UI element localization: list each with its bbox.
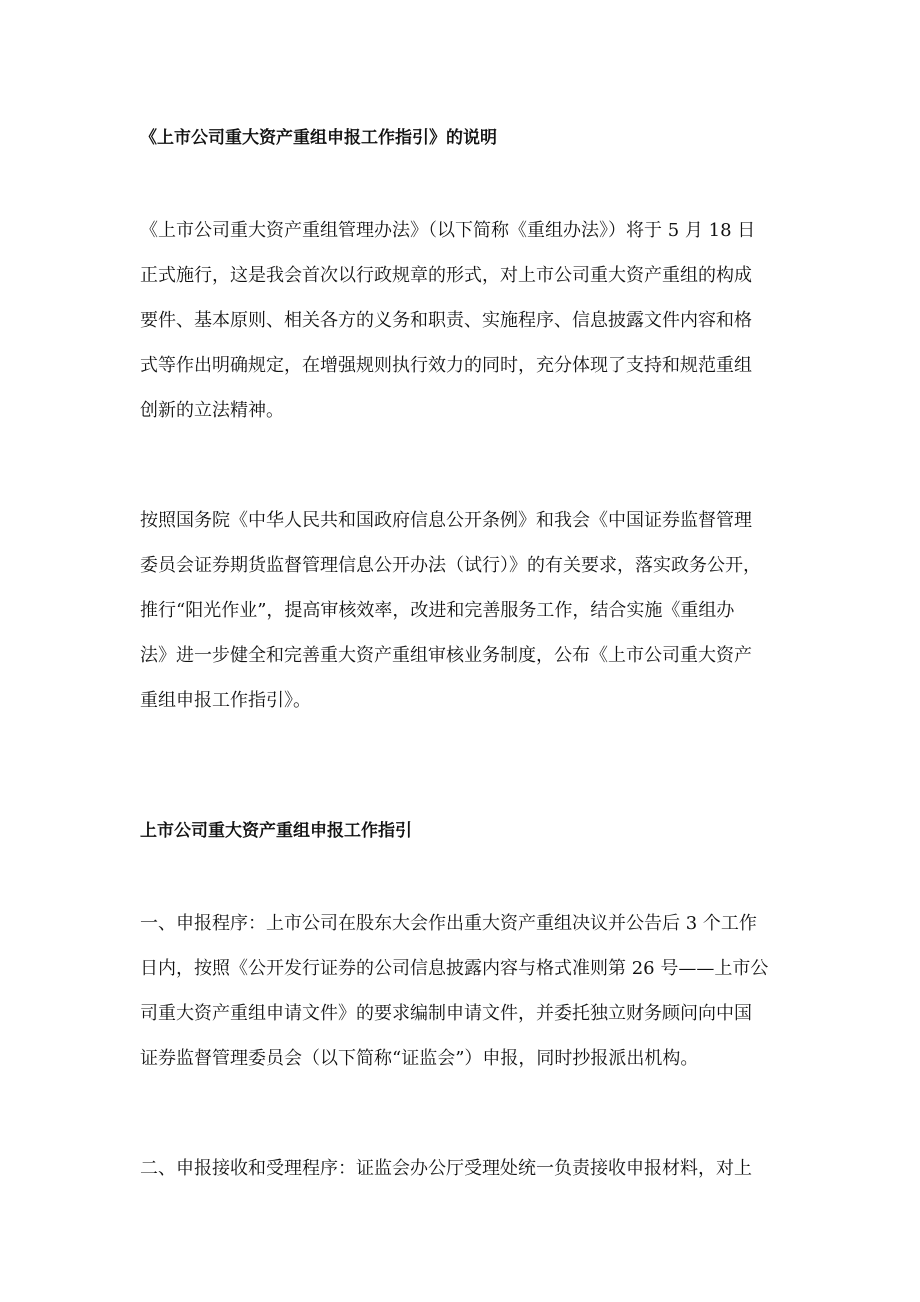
text-line: 日内，按照《公开发行证券的公司信息披露内容与格式准则第 26 号——上市公	[140, 958, 769, 979]
text-line: 一、申报程序：上市公司在股东大会作出重大资产重组决议并公告后 3 个工作	[140, 913, 757, 934]
paragraph-acceptance	[140, 1146, 780, 1191]
paragraph-intro	[140, 208, 780, 433]
text-line: 证券监督管理委员会（以下简称“证监会”）申报，同时抄报派出机构。	[140, 1048, 699, 1069]
text-line: 司重大资产重组申请文件》的要求编制申请文件，并委托独立财务顾问向中国	[140, 1003, 752, 1024]
text-line: 二、申报接收和受理程序：证监会办公厅受理处统一负责接收申报材料，对上	[140, 1158, 752, 1179]
paragraph-procedure	[140, 901, 780, 1081]
text-line: 重组申报工作指引》。	[140, 690, 311, 711]
text-line: 按照国务院《中华人民共和国政府信息公开条例》和我会《中国证券监督管理	[140, 510, 752, 531]
guide-title: 上市公司重大资产重组申报工作指引	[140, 821, 412, 841]
text-line: 创新的立法精神。	[140, 400, 284, 421]
explanation-title: 《上市公司重大资产重组申报工作指引》的说明	[140, 128, 497, 148]
paragraph-purpose	[140, 498, 780, 723]
text-line: 委员会证券期货监督管理信息公开办法（试行）》的有关要求，落实政务公开，	[140, 555, 761, 576]
text-line: 法》进一步健全和完善重大资产重组审核业务制度，公布《上市公司重大资产	[140, 645, 752, 666]
text-line: 《上市公司重大资产重组管理办法》（以下简称《重组办法》）将于 5 月 18 日	[140, 220, 756, 241]
text-line: 式等作出明确规定，在增强规则执行效力的同时，充分体现了支持和规范重组	[140, 355, 752, 376]
text-line: 正式施行，这是我会首次以行政规章的形式，对上市公司重大资产重组的构成	[140, 265, 752, 286]
text-line: 推行“阳光作业”，提高审核效率，改进和完善服务工作，结合实施《重组办	[140, 600, 735, 621]
text-line: 要件、基本原则、相关各方的义务和职责、实施程序、信息披露文件内容和格	[140, 310, 752, 331]
